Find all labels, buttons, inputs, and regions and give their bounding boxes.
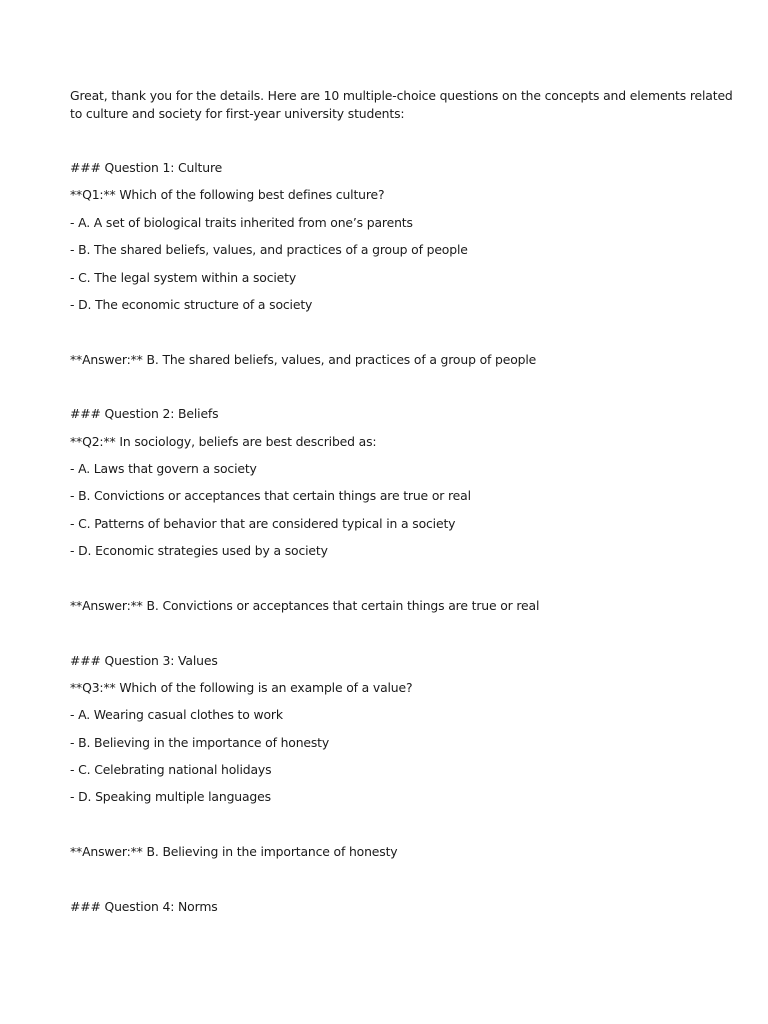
question-1-option-d: - D. The economic structure of a society: [70, 297, 313, 312]
question-1-option-c: - C. The legal system within a society: [70, 270, 297, 285]
question-3-option-c: - C. Celebrating national holidays: [70, 762, 272, 777]
question-1-prompt: **Q1:** Which of the following best defines culture?: [70, 187, 385, 202]
question-1-option-b: - B. The shared beliefs, values, and practices of a group of people: [70, 242, 468, 257]
intro-line-1: Great, thank you for the details. Here are 10 multiple-choice questions on the concepts and elements related: [70, 88, 733, 103]
question-2-answer: **Answer:** B. Convictions or acceptances that certain things are true or real: [70, 598, 540, 613]
question-2-option-d: - D. Economic strategies used by a society: [70, 543, 328, 558]
question-3-heading: ### Question 3: Values: [70, 653, 218, 668]
question-4-heading: ### Question 4: Norms: [70, 899, 218, 914]
question-3-answer: **Answer:** B. Believing in the importance of honesty: [70, 844, 398, 859]
question-3-option-a: - A. Wearing casual clothes to work: [70, 707, 283, 722]
intro-line-2: to culture and society for first-year university students:: [70, 106, 405, 121]
question-1-option-a: - A. A set of biological traits inherited from one’s parents: [70, 215, 413, 230]
question-2-option-b: - B. Convictions or acceptances that certain things are true or real: [70, 488, 471, 503]
question-3-prompt: **Q3:** Which of the following is an example of a value?: [70, 680, 413, 695]
question-2-heading: ### Question 2: Beliefs: [70, 406, 219, 421]
question-2-option-c: - C. Patterns of behavior that are considered typical in a society: [70, 516, 456, 531]
question-1-answer: **Answer:** B. The shared beliefs, values, and practices of a group of people: [70, 352, 537, 367]
question-1-heading: ### Question 1: Culture: [70, 160, 223, 175]
question-3-option-d: - D. Speaking multiple languages: [70, 789, 271, 804]
question-2-prompt: **Q2:** In sociology, beliefs are best described as:: [70, 434, 377, 449]
question-2-option-a: - A. Laws that govern a society: [70, 461, 257, 476]
question-3-option-b: - B. Believing in the importance of honesty: [70, 735, 330, 750]
